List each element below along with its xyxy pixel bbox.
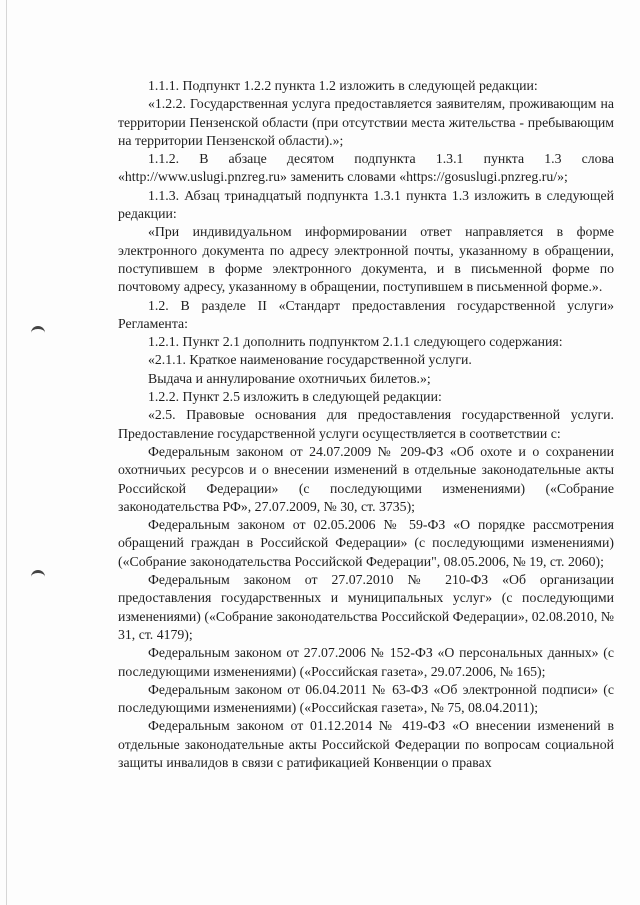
paragraph: 1.1.1. Подпункт 1.2.2 пункта 1.2 изложить в следующей редакции: xyxy=(148,78,538,93)
paragraph: «2.1.1. Краткое наименование государственной услуги. xyxy=(148,352,472,368)
paragraph: Федеральным законом от 01.12.2014 № 419-ФЗ «О внесении изменений в отдельные законодательные акты Российской Федерации по вопросам социальной защиты инвалидов в связи с ратификацией Конвенции о правах xyxy=(118,718,614,770)
paragraph: 1.2.2. Пункт 2.5 изложить в следующей редакции: xyxy=(148,389,442,405)
paragraph: «1.2.2. Государственная услуга предоставляется заявителям, проживающим на территории Пензенской области (при отсутствии места жительства - пребывающим на территории Пензенской области).»; xyxy=(118,96,614,148)
document-body xyxy=(118,77,614,772)
paragraph: «2.5. Правовые основания для предоставления государственной услуги. Предоставление государственной услуги осуществляется в соответствии с: xyxy=(118,407,614,441)
paragraph: 1.1.3. Абзац тринадцатый подпункта 1.3.1 пункта 1.3 изложить в следующей редакции: xyxy=(118,187,614,222)
paragraph: 1.2.1. Пункт 2.1 дополнить подпунктом 2.1.1 следующего содержания: xyxy=(148,334,563,350)
punch-hole-mark-upper xyxy=(31,326,45,336)
punch-hole-mark-lower xyxy=(31,570,45,580)
paragraph: «При индивидуальном информировании ответ направляется в форме электронного документа по адресу электронной почты, указанному в обращении, поступившем в форме электронного документа, и в письменной форме по почтовому адресу, указанному в обращении, поступившем в письменной форме.». xyxy=(118,224,614,295)
paragraph: Федеральным законом от 06.04.2011 № 63-ФЗ «Об электронной подписи» (с последующими изменениями) («Российская газета», № 75, 08.04.2011); xyxy=(118,681,614,716)
scan-edge-line xyxy=(6,0,7,905)
paragraph: 1.2. В разделе II «Стандарт предоставления государственной услуги» Регламента: xyxy=(118,297,614,331)
paragraph: Федеральным законом от 27.07.2010 № 210-ФЗ «Об организации предоставления государственных и муниципальных услуг» (с последующими изменениями) («Собрание законодательства Российской Федерации», 02.08.2010, № 31, ст. 4179); xyxy=(118,572,614,642)
paragraph: Выдача и аннулирование охотничьих билетов.»; xyxy=(148,370,431,386)
paragraph: 1.1.2. В абзаце десятом подпункта 1.3.1 пункта 1.3 слова «http://www.uslugi.pnzreg.ru» заменить словами «https://gosuslugi.pnzreg.ru/»; xyxy=(118,151,614,185)
paragraph: Федеральным законом от 24.07.2009 № 209-ФЗ «Об охоте и о сохранении охотничьих ресурсов и о внесении изменений в отдельные законодательные акты Российской Федерации» (с последующими изменениями) («Собрание законодательства РФ», 27.07.2009, № 30, ст. 3735); xyxy=(118,443,614,514)
paragraph: Федеральным законом от 27.07.2006 № 152-ФЗ «О персональных данных» (с последующими изменениями) («Российская газета», 29.07.2006, № 165); xyxy=(118,645,614,679)
paragraph: Федеральным законом от 02.05.2006 № 59-ФЗ «О порядке рассмотрения обращений граждан в Российской Федерации» (с последующими изменениями) («Собрание законодательства Российской Федерации", 08.05.2006, № 19, ст. 2060); xyxy=(118,517,614,569)
